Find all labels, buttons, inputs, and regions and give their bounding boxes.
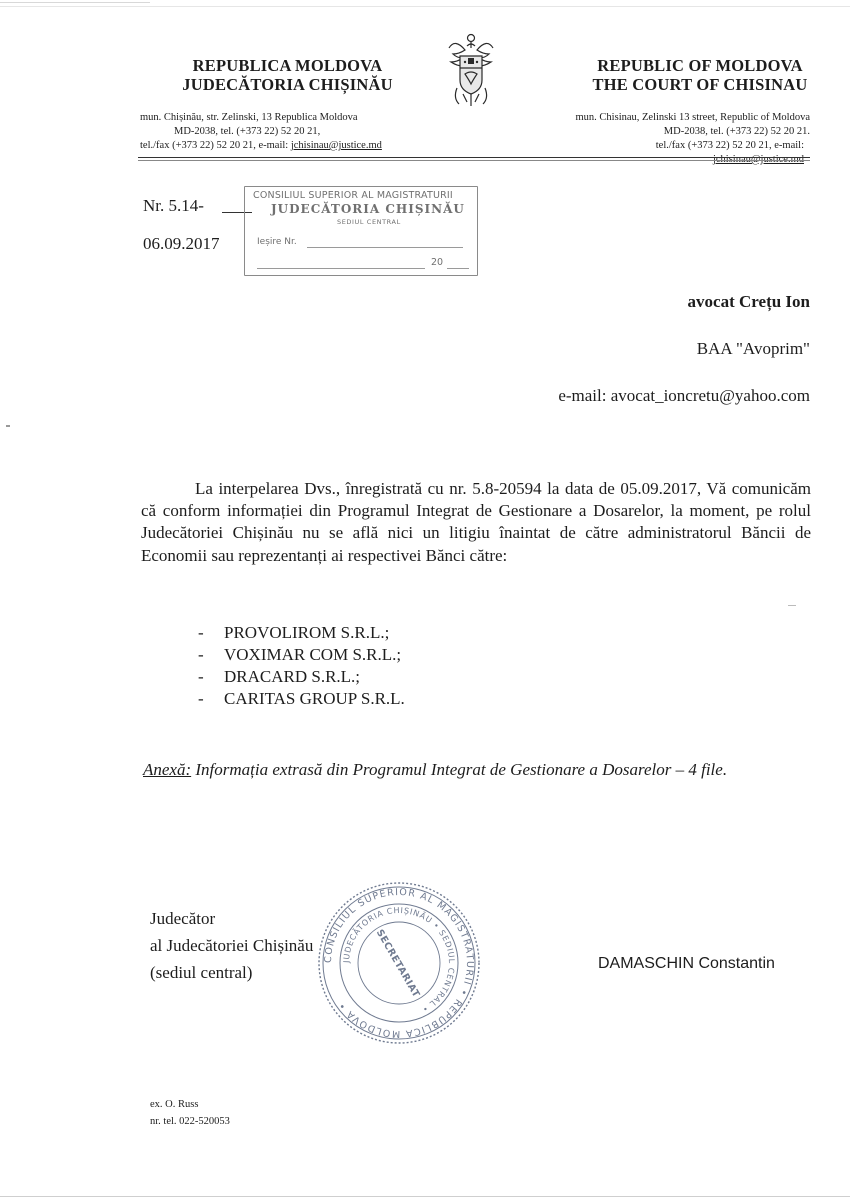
address-right-line2: MD-2038, tel. (+373 22) 52 20 21. xyxy=(663,126,810,137)
seal-outer-path: CONSILIUL SUPERIOR AL MAGISTRATURII • REPUBLICA MOLDOVA • xyxy=(322,886,476,1040)
header-divider-thin xyxy=(138,160,810,161)
recipient-name: avocat Crețu Ion xyxy=(687,292,810,311)
address-left-fax: tel./fax (+373 22) 52 20 21, e-mail: xyxy=(140,140,291,151)
company-list xyxy=(198,622,405,710)
header-right xyxy=(575,56,825,94)
address-right-fax: tel./fax (+373 22) 52 20 21, e-mail: xyxy=(655,140,804,151)
scan-edge-line xyxy=(0,6,850,7)
reference-number: Nr. 5.14- xyxy=(143,196,204,215)
signature-block xyxy=(150,905,313,986)
stamp-exit-label: Ieșire Nr. xyxy=(257,237,297,247)
address-right xyxy=(500,111,810,167)
address-left-line3 xyxy=(140,139,450,153)
annex-note xyxy=(143,752,811,788)
recipient-organization: BAA "Avoprim" xyxy=(696,339,810,358)
address-left-line2: MD-2038, tel. (+373 22) 52 20 21, xyxy=(174,126,321,137)
list-item: - CARITAS GROUP S.R.L. xyxy=(198,688,405,710)
footer-executor: ex. O. Russ xyxy=(150,1099,199,1110)
address-right-line1: mun. Chisinau, Zelinski 13 street, Republic of Moldova xyxy=(575,112,810,123)
annex-text: Informația extrasă din Programul Integrat de Gestionare a Dosarelor – 4 file. xyxy=(191,760,728,779)
reference-date: 06.09.2017 xyxy=(143,234,220,253)
scan-speck xyxy=(6,425,10,427)
header-left-line2: JUDECĂTORIA CHIȘINĂU xyxy=(182,75,393,94)
list-item: - DRACARD S.R.L.; xyxy=(198,666,405,688)
footer-phone: nr. tel. 022-520053 xyxy=(150,1116,230,1127)
stamp-court: JUDECĂTORIA CHIȘINĂU xyxy=(271,202,465,216)
annex-label: Anexă: xyxy=(143,760,192,779)
header-left xyxy=(175,56,400,94)
address-right-line3 xyxy=(500,139,804,167)
signature-seat: (sediul central) xyxy=(150,963,253,982)
seal-center-text: SECRETARIAT xyxy=(373,927,422,1000)
scan-speck xyxy=(788,605,796,606)
address-left xyxy=(140,111,450,153)
seal-inner-path: JUDECĂTORIA CHIȘINĂU • SEDIUL CENTRAL • xyxy=(341,905,457,1015)
list-item: - PROVOLIROM S.R.L.; xyxy=(198,622,405,644)
signature-title: Judecător xyxy=(150,909,216,928)
registration-stamp xyxy=(244,186,478,276)
address-left-line1: mun. Chișinău, str. Zelinski, 13 Republica Moldova xyxy=(140,112,358,123)
stamp-year-line xyxy=(447,268,469,269)
stamp-date-line xyxy=(257,268,425,269)
round-seal-icon xyxy=(316,880,482,1046)
signatory-name: DAMASCHIN Constantin xyxy=(598,955,775,972)
footer xyxy=(150,1096,230,1130)
list-item: - VOXIMAR COM S.R.L.; xyxy=(198,644,405,666)
header-divider xyxy=(138,157,810,158)
scan-edge-mark xyxy=(0,2,150,3)
header-left-line1: REPUBLICA MOLDOVA xyxy=(192,56,383,75)
stamp-exit-line xyxy=(307,247,463,248)
coat-of-arms-icon xyxy=(443,28,499,112)
header-right-line2: THE COURT OF CHISINAU xyxy=(592,75,808,94)
signature-court: al Judecătoriei Chișinău xyxy=(150,936,314,955)
recipient-email: e-mail: avocat_ioncretu@yahoo.com xyxy=(558,386,810,405)
stamp-year: 20 xyxy=(431,257,444,268)
letter-body: La interpelarea Dvs., înregistrată cu nr. 5.8-20594 la data de 05.09.2017, Vă comunicăm că conform informației din Programul Integrat de Gestionare a Dosarelor, la moment, pe rolul Judecătoriei Chișinău nu se află nici un litigiu înaintat de către administratorul Băncii de Economii sau reprezentanți ai respectivei Bănci către: xyxy=(141,479,811,565)
stamp-council: CONSILIUL SUPERIOR AL MAGISTRATURII xyxy=(253,190,453,201)
stamp-seat: SEDIUL CENTRAL xyxy=(337,218,401,226)
address-left-email-link[interactable]: jchisinau@justice.md xyxy=(290,140,382,151)
header-right-line1: REPUBLIC OF MOLDOVA xyxy=(597,56,803,75)
